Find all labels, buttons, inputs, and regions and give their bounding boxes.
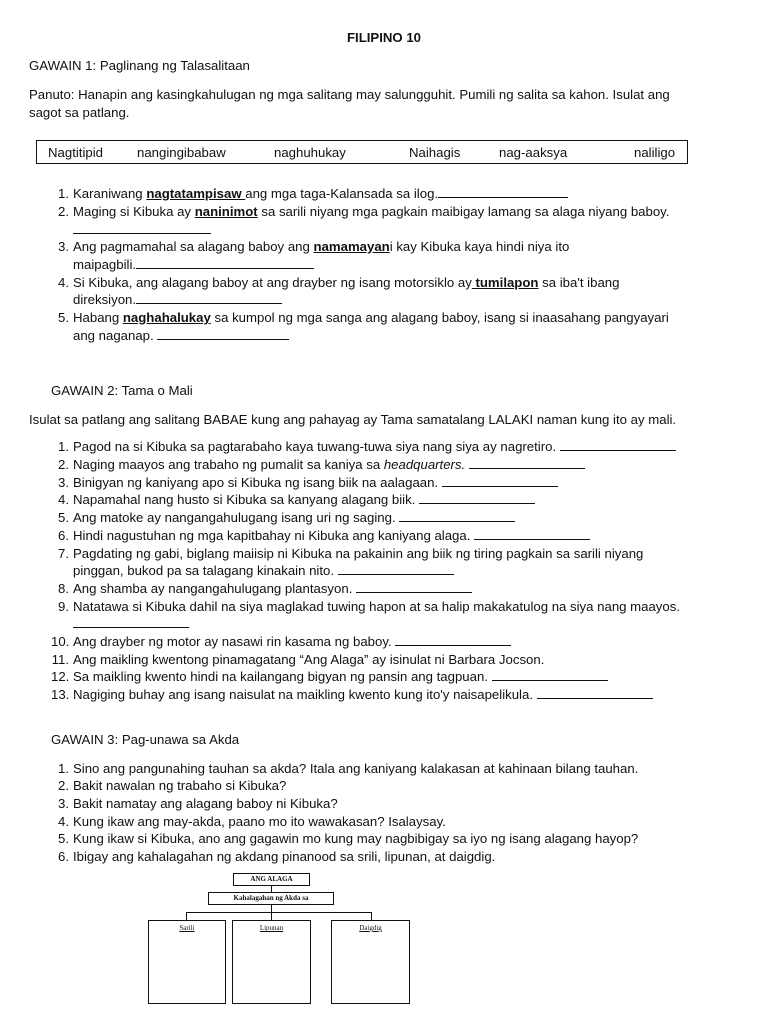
page-title: FILIPINO 10: [346, 30, 421, 45]
answer-blank[interactable]: [356, 580, 472, 593]
word-choice: Naihagis: [409, 145, 461, 160]
diagram-box-lipunan: Lipunan: [232, 920, 311, 1004]
underlined-word: namamayan: [313, 239, 390, 254]
answer-blank[interactable]: [73, 221, 211, 234]
gawain1-instruction-line1: Panuto: Hanapin ang kasingkahulugan ng mga salitang may salungguhit. Pumili ng salita sa kahon. Isulat ang: [29, 87, 670, 102]
underlined-word: nagtatampisaw: [146, 186, 246, 201]
connector-line: [186, 912, 187, 920]
connector-line: [186, 912, 372, 913]
underlined-word: naghahalukay: [122, 310, 211, 325]
answer-blank[interactable]: [469, 456, 585, 469]
answer-blank[interactable]: [73, 615, 189, 628]
gawain1-instruction-line2: sagot sa patlang.: [29, 105, 130, 120]
underlined-word: tumilapon: [471, 275, 539, 290]
answer-blank[interactable]: [560, 438, 676, 451]
gawain2-instruction: Isulat sa patlang ang salitang BABAE kung ang pahayag ay Tama samatalang LALAKI naman kung ito ay mali.: [29, 412, 677, 427]
answer-blank[interactable]: [399, 509, 515, 522]
connector-line: [271, 904, 272, 912]
answer-blank[interactable]: [157, 327, 289, 340]
word-choice-box: [36, 140, 688, 164]
diagram-title-box: ANG ALAGA: [233, 873, 310, 886]
answer-blank[interactable]: [442, 474, 558, 487]
answer-blank[interactable]: [474, 527, 590, 540]
answer-blank[interactable]: [395, 633, 511, 646]
diagram-subtitle-box: Kahalagahan ng Akda sa: [208, 892, 334, 905]
answer-blank[interactable]: [136, 256, 314, 269]
answer-blank[interactable]: [338, 562, 454, 575]
word-choice: naghuhukay: [274, 145, 346, 160]
gawain1-heading: GAWAIN 1: Paglinang ng Talasalitaan: [29, 58, 250, 73]
connector-line: [371, 912, 372, 920]
word-choice: naliligo: [634, 145, 676, 160]
word-choice: Nagtitipid: [48, 145, 103, 160]
answer-blank[interactable]: [492, 668, 608, 681]
underlined-word: naninimot: [194, 204, 258, 219]
gawain2-heading: GAWAIN 2: Tama o Mali: [51, 383, 193, 398]
answer-blank[interactable]: [136, 291, 282, 304]
answer-blank[interactable]: [537, 686, 653, 699]
answer-blank[interactable]: [438, 185, 568, 198]
diagram-box-daigdig: Daigdig: [331, 920, 410, 1004]
answer-blank[interactable]: [419, 491, 535, 504]
word-choice: nangingibabaw: [137, 145, 226, 160]
connector-line: [271, 912, 272, 920]
gawain3-heading: GAWAIN 3: Pag-unawa sa Akda: [51, 732, 240, 747]
word-choice: nag-aaksya: [499, 145, 568, 160]
diagram-box-sarili: Sarili: [148, 920, 226, 1004]
